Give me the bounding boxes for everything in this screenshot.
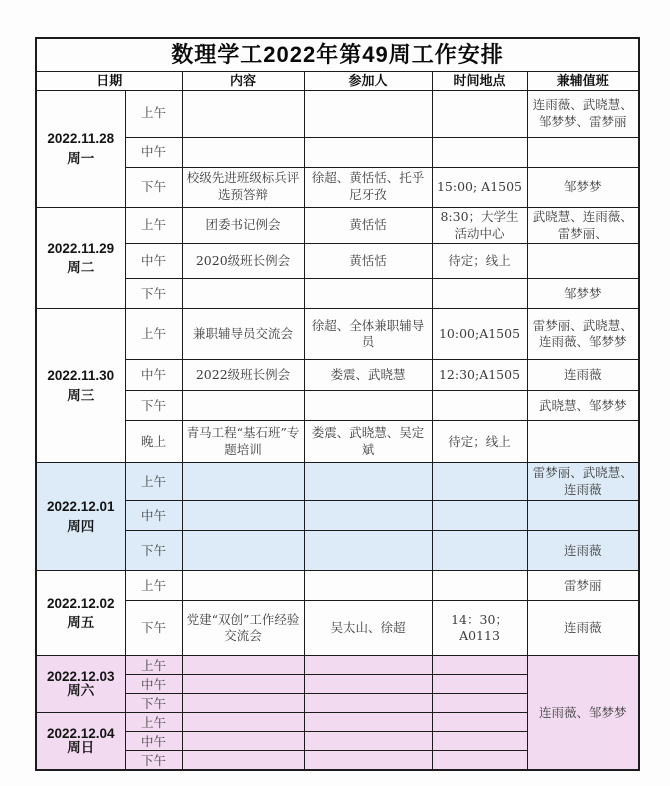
column-header-content: 内容 [182, 71, 304, 90]
participants-cell [304, 751, 432, 770]
duty-cell: 武晓慧、邹梦梦 [527, 391, 639, 421]
content-cell [182, 732, 304, 751]
table-row [36, 309, 639, 360]
table-row [36, 601, 639, 656]
content-cell: 团委书记例会 [182, 207, 304, 244]
duty-cell: 雷梦丽、武晓慧、连雨薇 [527, 463, 639, 501]
table-row [36, 531, 639, 571]
date-cell [36, 463, 125, 571]
duty-cell [527, 244, 639, 279]
weekend-duty-cell: 连雨薇、邹梦梦 [527, 656, 639, 770]
participants-cell [304, 656, 432, 675]
duty-cell: 邹梦梦 [527, 167, 639, 207]
time-cell [432, 279, 527, 309]
period-cell: 中午 [125, 675, 182, 694]
content-cell [182, 656, 304, 675]
date-value: 2022.11.28 [47, 131, 115, 147]
duty-cell: 武晓慧、连雨薇、雷梦丽、 [527, 207, 639, 244]
period-cell: 上午 [125, 571, 182, 601]
date-cell [36, 309, 125, 463]
column-header-time: 时间地点 [432, 71, 527, 90]
duty-cell [527, 501, 639, 531]
time-cell [432, 751, 527, 770]
content-cell [182, 713, 304, 732]
time-cell [432, 713, 527, 732]
date-cell [36, 713, 125, 770]
date-value: 2022.12.02 [46, 595, 115, 611]
period-cell: 上午 [125, 207, 182, 244]
content-cell [182, 279, 304, 309]
period-cell: 下午 [125, 167, 182, 207]
weekday-value: 周三 [67, 387, 95, 403]
time-cell [432, 732, 527, 751]
participants-cell [304, 675, 432, 694]
period-cell: 中午 [125, 244, 182, 279]
participants-cell [304, 501, 432, 531]
period-cell: 下午 [125, 601, 182, 656]
date-value: 2022.12.01 [46, 499, 115, 515]
participants-cell [304, 694, 432, 713]
content-cell [182, 571, 304, 601]
table-row [36, 391, 639, 421]
column-header-date: 日期 [36, 71, 182, 90]
content-cell: 兼职辅导员交流会 [182, 309, 304, 360]
period-cell: 上午 [125, 90, 182, 137]
participants-cell: 黄恬恬 [304, 207, 432, 244]
date-value: 2022.11.30 [47, 368, 115, 384]
weekday-value: 周二 [67, 260, 95, 276]
period-cell: 中午 [125, 732, 182, 751]
time-cell [432, 656, 527, 675]
time-cell [432, 571, 527, 601]
participants-cell [304, 531, 432, 571]
date-cell [36, 207, 125, 309]
table-row [36, 656, 639, 675]
duty-cell: 连雨薇 [527, 360, 639, 391]
participants-cell [304, 279, 432, 309]
weekday-value: 周四 [67, 518, 95, 534]
content-cell: 校级先进班级标兵评选预答辩 [182, 167, 304, 207]
table-row [36, 90, 639, 137]
content-cell: 党建“双创”工作经验交流会 [182, 601, 304, 656]
time-cell: 12:30;A1505 [432, 360, 527, 391]
content-cell [182, 90, 304, 137]
participants-cell: 吴太山、徐超 [304, 601, 432, 656]
date-cell [36, 571, 125, 656]
time-cell: 15:00; A1505 [432, 167, 527, 207]
period-cell: 晚上 [125, 421, 182, 463]
table-row [36, 501, 639, 531]
table-row [36, 137, 639, 167]
table-row [36, 421, 639, 463]
content-cell [182, 463, 304, 501]
duty-cell: 邹梦梦 [527, 279, 639, 309]
weekday-value: 周六 [67, 683, 95, 699]
column-header-duty: 兼辅值班 [527, 71, 639, 90]
duty-cell: 雷梦丽、武晓慧、连雨薇、邹梦梦 [527, 309, 639, 360]
time-cell: 待定；线上 [432, 244, 527, 279]
participants-cell: 黄恬恬 [304, 244, 432, 279]
period-cell: 上午 [125, 713, 182, 732]
schedule-table [35, 37, 640, 771]
content-cell [182, 751, 304, 770]
content-cell: 青马工程“基石班”专题培训 [182, 421, 304, 463]
participants-cell: 娄震、武晓慧、吴定斌 [304, 421, 432, 463]
date-cell [36, 90, 125, 207]
weekday-value: 周五 [67, 615, 95, 631]
participants-cell [304, 732, 432, 751]
time-cell [432, 137, 527, 167]
table-row [36, 360, 639, 391]
participants-cell: 徐超、黄恬恬、托乎尼牙孜 [304, 167, 432, 207]
period-cell: 中午 [125, 360, 182, 391]
table-row [36, 463, 639, 501]
time-cell: 8:30；大学生活动中心 [432, 207, 527, 244]
table-row [36, 167, 639, 207]
time-cell [432, 531, 527, 571]
table-row [36, 571, 639, 601]
participants-cell: 徐超、全体兼职辅导员 [304, 309, 432, 360]
content-cell [182, 694, 304, 713]
period-cell: 下午 [125, 751, 182, 770]
column-header-participants: 参加人 [304, 71, 432, 90]
content-cell [182, 501, 304, 531]
content-cell [182, 531, 304, 571]
participants-cell [304, 713, 432, 732]
content-cell [182, 137, 304, 167]
date-value: 2022.12.03 [46, 669, 115, 685]
period-cell: 上午 [125, 656, 182, 675]
table-row [36, 244, 639, 279]
content-cell [182, 391, 304, 421]
time-cell [432, 391, 527, 421]
duty-cell: 连雨薇 [527, 601, 639, 656]
content-cell: 2022级班长例会 [182, 360, 304, 391]
period-cell: 中午 [125, 137, 182, 167]
duty-cell: 连雨薇 [527, 531, 639, 571]
weekday-value: 周日 [67, 740, 95, 756]
content-cell [182, 675, 304, 694]
duty-cell: 连雨薇、武晓慧、邹梦梦、雷梦丽 [527, 90, 639, 137]
period-cell: 中午 [125, 501, 182, 531]
participants-cell [304, 463, 432, 501]
duty-cell [527, 137, 639, 167]
participants-cell [304, 571, 432, 601]
date-cell [36, 656, 125, 713]
weekday-value: 周一 [67, 150, 95, 166]
time-cell [432, 694, 527, 713]
participants-cell [304, 137, 432, 167]
title-row [36, 38, 639, 71]
period-cell: 上午 [125, 309, 182, 360]
table-row [36, 207, 639, 244]
date-value: 2022.11.29 [47, 240, 115, 256]
participants-cell [304, 90, 432, 137]
time-cell [432, 90, 527, 137]
time-cell [432, 463, 527, 501]
header-row [36, 71, 639, 90]
table-row [36, 279, 639, 309]
page-title: 数理学工2022年第49周工作安排 [36, 38, 639, 71]
period-cell: 上午 [125, 463, 182, 501]
participants-cell [304, 391, 432, 421]
period-cell: 下午 [125, 694, 182, 713]
time-cell [432, 675, 527, 694]
period-cell: 下午 [125, 279, 182, 309]
date-value: 2022.12.04 [46, 726, 115, 742]
time-cell [432, 501, 527, 531]
time-cell: 待定；线上 [432, 421, 527, 463]
duty-cell: 雷梦丽 [527, 571, 639, 601]
time-cell: 10:00;A1505 [432, 309, 527, 360]
period-cell: 下午 [125, 531, 182, 571]
participants-cell: 娄震、武晓慧 [304, 360, 432, 391]
period-cell: 下午 [125, 391, 182, 421]
duty-cell [527, 421, 639, 463]
content-cell: 2020级班长例会 [182, 244, 304, 279]
time-cell: 14：30；A0113 [432, 601, 527, 656]
